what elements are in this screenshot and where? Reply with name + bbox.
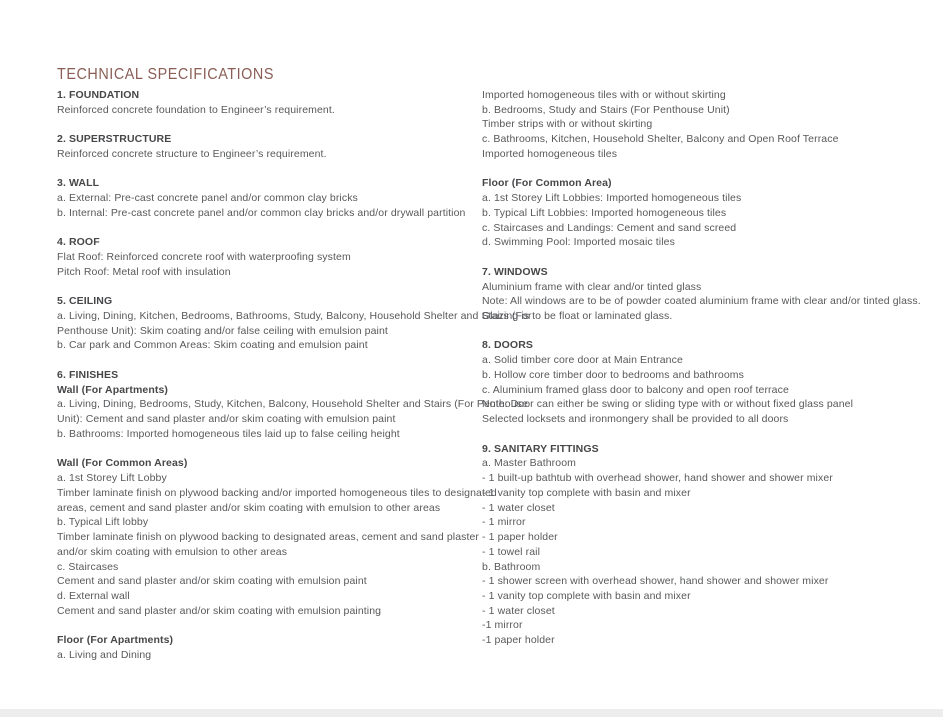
spec-section [482,265,937,324]
spec-line: Timber laminate finish on plywood backing to designated areas, cement and sand plaster [57,531,480,544]
section-heading: 7. WINDOWS [482,265,548,278]
right-column [482,88,937,648]
spec-line: - 1 vanity top complete with basin and mixer [482,589,691,602]
spec-line: d. Swimming Pool: Imported mosaic tiles [482,236,675,249]
spec-line: - 1 mirror [482,516,526,529]
section-heading: 1. FOUNDATION [57,89,140,101]
spec-line: a. Living and Dining [57,648,152,661]
spec-line: b. Car park and Common Areas: Skim coating and emulsion paint [57,339,368,352]
section-heading: 8. DOORS [482,339,533,352]
spec-line: a. 1st Storey Lift Lobbies: Imported homogeneous tiles [482,192,742,205]
section-heading: 2. SUPERSTRUCTURE [57,133,172,146]
spec-section [482,442,937,648]
spec-section [482,176,937,250]
spec-line: Glazing is to be float or laminated glass. [482,310,673,323]
spec-line: Note: Door can either be swing or sliding type with or without fixed glass panel [482,398,854,411]
spec-line: areas, cement and sand plaster and/or skim coating with emulsion to other areas [57,501,441,514]
spec-line: Timber strips with or without skirting [482,118,653,131]
spec-line: a. Living, Dining, Bedrooms, Study, Kitchen, Balcony, Household Shelter and Stairs (For Penthouse [57,398,528,411]
section-heading: 6. FINISHES [57,368,119,381]
section-heading: 3. WALL [57,177,100,190]
spec-section [482,88,937,162]
spec-line: Unit): Cement and sand plaster and/or skim coating with emulsion paint [57,413,396,426]
spec-line: Reinforced concrete structure to Engineer’s requirement. [57,147,327,160]
spec-line: Imported homogeneous tiles with or without skirting [482,89,726,101]
spec-line: Cement and sand plaster and/or skim coating with emulsion painting [57,604,382,617]
spec-section [57,88,477,117]
spec-line: b. Hollow core timber door to bedrooms and bathrooms [482,368,744,381]
section-heading: Floor (For Apartments) [57,634,174,647]
spec-line: c. Aluminium framed glass door to balcony and open roof terrace [482,383,789,396]
section-heading: 4. ROOF [57,236,100,249]
section-heading: Floor (For Common Area) [482,177,612,190]
spec-section [57,368,528,442]
spec-line: - 1 water closet [482,501,555,514]
spec-section [57,176,477,220]
spec-section [57,456,497,618]
spec-line: a. External: Pre-cast concrete panel and/or common clay bricks [57,192,358,205]
spec-line: - 1 built-up bathtub with overhead shower, hand shower and shower mixer [482,472,833,485]
spec-line: b. Typical Lift lobby [57,516,149,529]
spec-line: Cement and sand plaster and/or skim coating with emulsion paint [57,575,367,588]
spec-line: Penthouse Unit): Skim coating and/or false ceiling with emulsion paint [57,324,388,337]
spec-line: a. Master Bathroom [482,457,577,470]
spec-line: c. Bathrooms, Kitchen, Household Shelter, Balcony and Open Roof Terrace [482,133,839,146]
page-bottom-edge [0,709,943,717]
spec-line: Pitch Roof: Metal roof with insulation [57,265,231,278]
spec-line: b. Bathroom [482,560,541,573]
spec-line: Note: All windows are to be of powder coated aluminium frame with clear and/or tinted glass. [482,295,921,308]
spec-line: a. Living, Dining, Kitchen, Bedrooms, Bathrooms, Study, Balcony, Household Shelter and Stairs (For [57,310,532,323]
spec-line: c. Staircases [57,560,119,573]
spec-line: - 1 paper holder [482,531,558,544]
spec-section [57,132,477,161]
spec-line: b. Bathrooms: Imported homogeneous tiles laid up to false ceiling height [57,427,400,440]
section-heading: Wall (For Common Areas) [57,457,188,470]
spec-line: b. Bedrooms, Study and Stairs (For Penthouse Unit) [482,103,730,116]
spec-line: Selected locksets and ironmongery shall be provided to all doors [482,413,789,426]
spec-line: Reinforced concrete foundation to Engineer’s requirement. [57,103,335,116]
spec-line: b. Typical Lift Lobbies: Imported homogeneous tiles [482,206,727,219]
spec-line: - 1 vanity top complete with basin and mixer [482,486,691,499]
spec-line: -1 paper holder [482,634,555,647]
section-heading: 9. SANITARY FITTINGS [482,442,599,455]
spec-line: -1 mirror [482,619,523,632]
spec-line: - 1 shower screen with overhead shower, hand shower and shower mixer [482,575,829,588]
spec-line: c. Staircases and Landings: Cement and sand screed [482,221,737,234]
spec-line: - 1 towel rail [482,545,541,558]
spec-section [57,235,477,279]
spec-line: Flat Roof: Reinforced concrete roof with waterproofing system [57,251,351,264]
spec-line: Aluminium frame with clear and/or tinted glass [482,280,702,293]
spec-line: Imported homogeneous tiles [482,147,618,160]
spec-line: a. Solid timber core door at Main Entrance [482,354,683,367]
spec-line: and/or skim coating with emulsion to other areas [57,545,288,558]
spec-line: b. Internal: Pre-cast concrete panel and/or common clay bricks and/or drywall partition [57,206,466,219]
page-title: TECHNICAL SPECIFICATIONS [57,66,274,83]
spec-line: - 1 water closet [482,604,555,617]
spec-line: a. 1st Storey Lift Lobby [57,472,167,485]
spec-line: d. External wall [57,589,130,602]
section-heading: 5. CEILING [57,295,113,308]
spec-section [482,338,937,426]
section-heading: Wall (For Apartments) [57,383,168,396]
spec-section [57,633,477,662]
spec-line: Timber laminate finish on plywood backing and/or imported homogeneous tiles to designated [57,486,497,499]
